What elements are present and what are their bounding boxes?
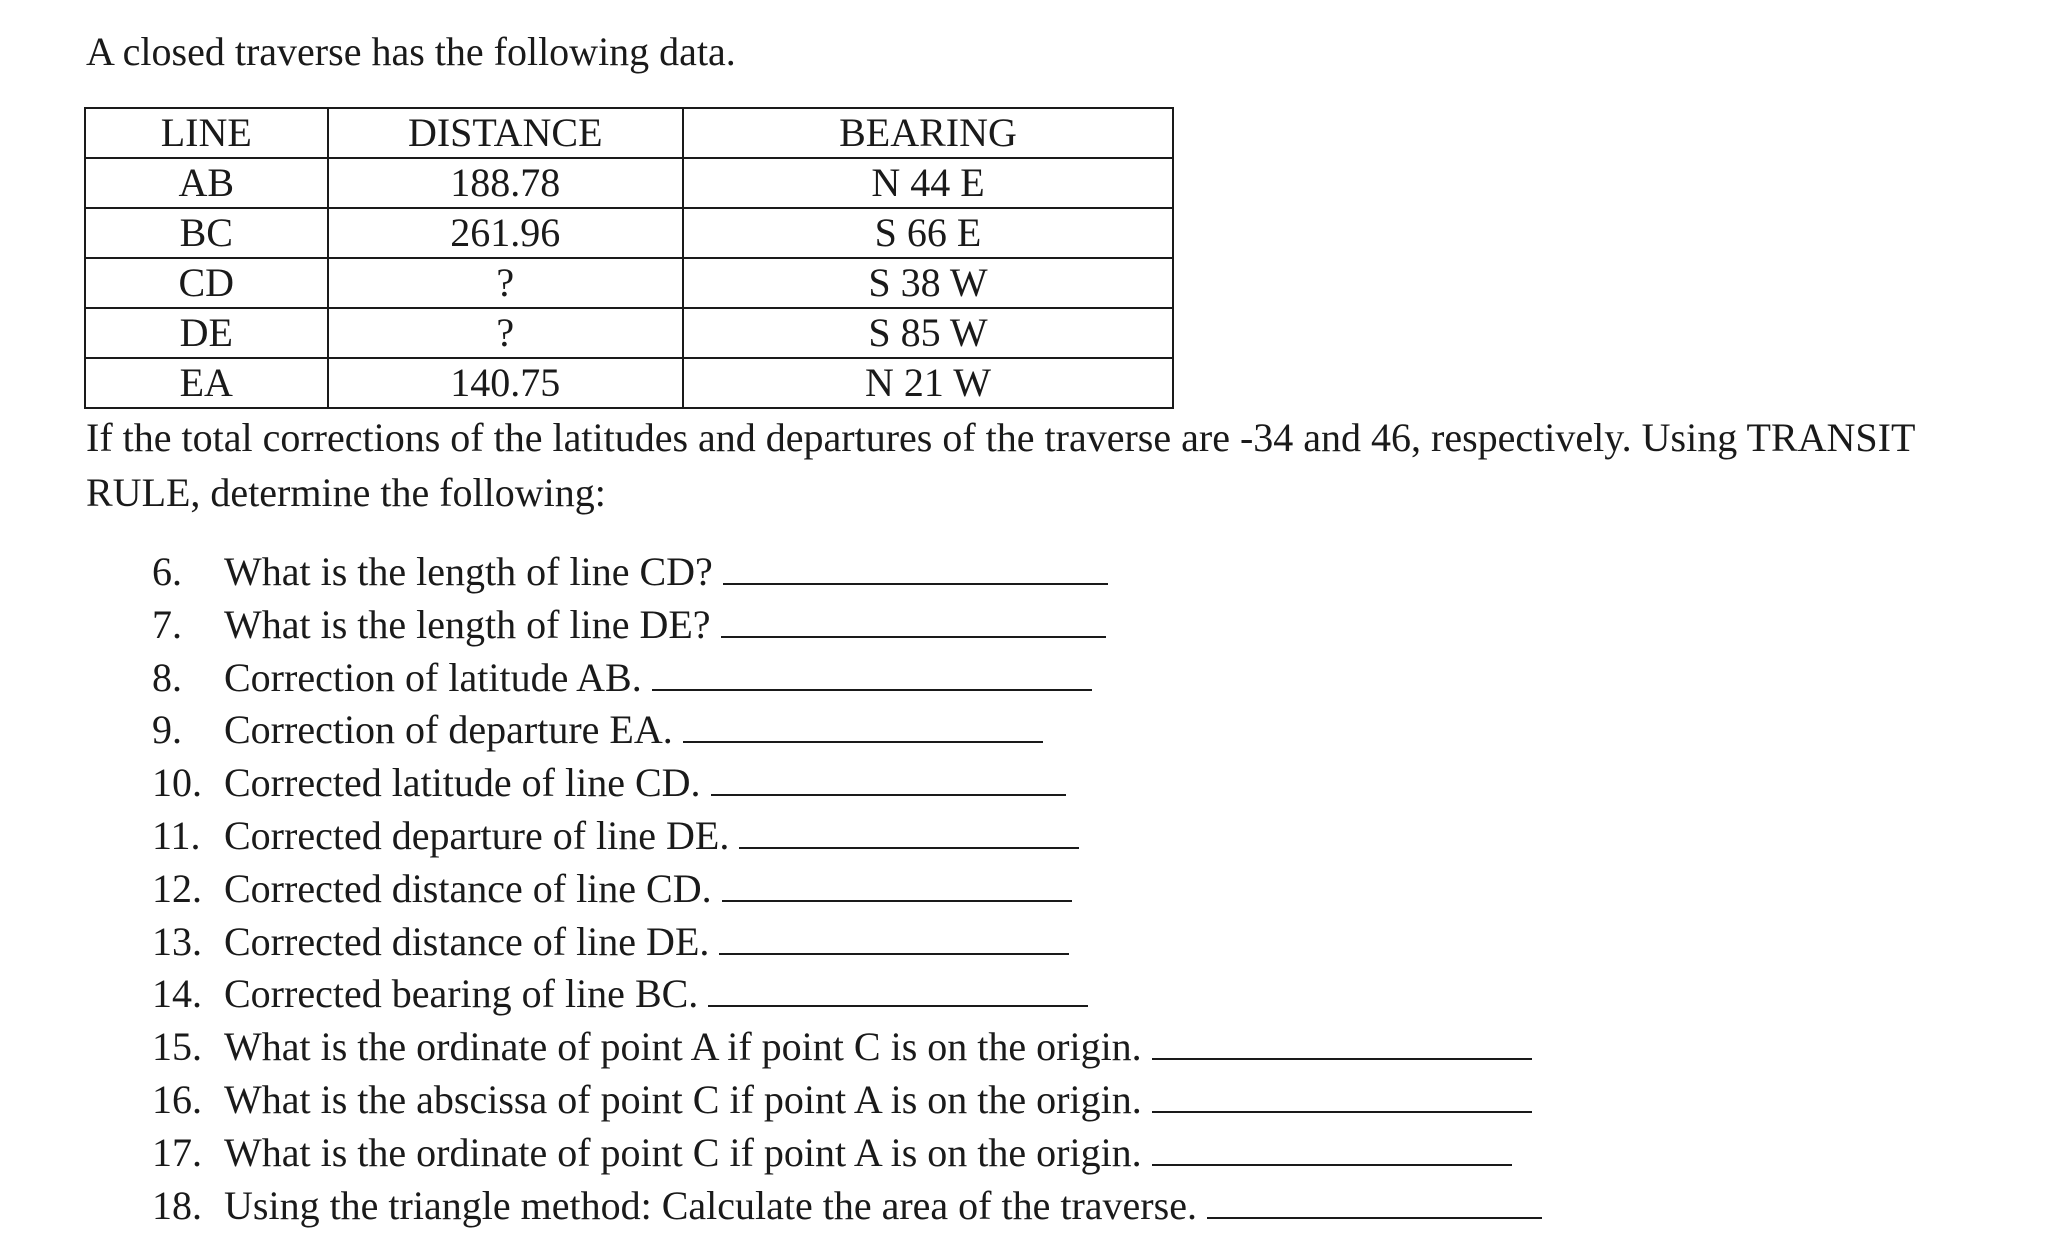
question-item — [152, 652, 1542, 705]
question-number: 18. — [152, 1182, 202, 1228]
question-item — [152, 1127, 1542, 1180]
question-text: Corrected distance of line DE. — [224, 918, 710, 964]
answer-blank[interactable] — [722, 870, 1072, 902]
bearing-cell: S 38 W — [683, 258, 1173, 308]
question-item — [152, 810, 1542, 863]
question-number: 13. — [152, 918, 202, 964]
bearing-cell: N 44 E — [683, 158, 1173, 208]
question-number: 11. — [152, 812, 201, 858]
column-header-bearing: BEARING — [683, 108, 1173, 158]
traverse-data-table — [84, 107, 1174, 409]
answer-blank[interactable] — [1207, 1187, 1542, 1219]
question-text: What is the length of line CD? — [224, 549, 713, 594]
distance-cell: 140.75 — [328, 358, 683, 408]
answer-blank[interactable] — [1152, 1081, 1532, 1113]
answer-blank[interactable] — [723, 553, 1108, 585]
question-text: Corrected bearing of line BC. — [224, 971, 699, 1017]
question-item — [152, 546, 1542, 599]
question-text: Using the triangle method: Calculate the area of the traverse. — [224, 1182, 1197, 1228]
question-item — [152, 1180, 1542, 1233]
question-number: 12. — [152, 865, 202, 911]
answer-blank[interactable] — [721, 606, 1106, 638]
table-row — [85, 158, 1173, 208]
distance-cell: 261.96 — [328, 208, 683, 258]
line-cell: AB — [85, 158, 328, 208]
answer-blank[interactable] — [719, 923, 1069, 955]
answer-blank[interactable] — [683, 711, 1043, 743]
question-item — [152, 599, 1542, 652]
line-cell: DE — [85, 308, 328, 358]
question-text: What is the length of line DE? — [224, 601, 711, 647]
question-number: 16. — [152, 1076, 202, 1122]
answer-blank[interactable] — [708, 975, 1088, 1007]
question-item — [152, 968, 1542, 1021]
table-header-row — [85, 108, 1173, 158]
question-number: 10. — [152, 760, 202, 806]
question-text: What is the ordinate of point C if point A is on the origin. — [224, 1129, 1142, 1175]
line-cell: BC — [85, 208, 328, 258]
intro-text: A closed traverse has the following data. — [86, 29, 736, 74]
question-item — [152, 916, 1542, 969]
question-number: 14. — [152, 971, 202, 1017]
question-list — [152, 546, 1542, 1232]
question-item — [152, 1021, 1542, 1074]
answer-blank[interactable] — [652, 659, 1092, 691]
question-number: 9. — [152, 707, 182, 753]
table-row — [85, 258, 1173, 308]
table-row — [85, 358, 1173, 408]
question-text: Correction of latitude AB. — [224, 654, 642, 700]
bearing-cell: N 21 W — [683, 358, 1173, 408]
question-text: What is the abscissa of point C if point A is on the origin. — [224, 1076, 1142, 1122]
question-text: What is the ordinate of point A if point C is on the origin. — [224, 1024, 1142, 1070]
bearing-cell: S 66 E — [683, 208, 1173, 258]
question-text: Corrected latitude of line CD. — [224, 760, 701, 806]
question-number: 17. — [152, 1129, 202, 1175]
table-row — [85, 208, 1173, 258]
question-item — [152, 757, 1542, 810]
question-text: Corrected departure of line DE. — [224, 812, 730, 858]
line-cell: EA — [85, 358, 328, 408]
line-cell: CD — [85, 258, 328, 308]
answer-blank[interactable] — [711, 764, 1066, 796]
answer-blank[interactable] — [739, 817, 1079, 849]
table-row — [85, 308, 1173, 358]
question-number: 6. — [152, 549, 182, 594]
question-number: 7. — [152, 601, 182, 647]
column-header-line: LINE — [85, 108, 328, 158]
column-header-distance: DISTANCE — [328, 108, 683, 158]
question-number: 8. — [152, 654, 182, 700]
question-item — [152, 704, 1542, 757]
answer-blank[interactable] — [1152, 1028, 1532, 1060]
distance-cell: ? — [328, 258, 683, 308]
bearing-cell: S 85 W — [683, 308, 1173, 358]
problem-statement: If the total corrections of the latitudes and departures of the traverse are -34 and 46, respectively. Using TRANSIT RULE, determine the following: — [86, 415, 1915, 515]
distance-cell: 188.78 — [328, 158, 683, 208]
answer-blank[interactable] — [1152, 1134, 1512, 1166]
question-item — [152, 863, 1542, 916]
question-item — [152, 1074, 1542, 1127]
question-text: Correction of departure EA. — [224, 707, 673, 753]
question-number: 15. — [152, 1024, 202, 1070]
question-text: Corrected distance of line CD. — [224, 865, 712, 911]
distance-cell: ? — [328, 308, 683, 358]
